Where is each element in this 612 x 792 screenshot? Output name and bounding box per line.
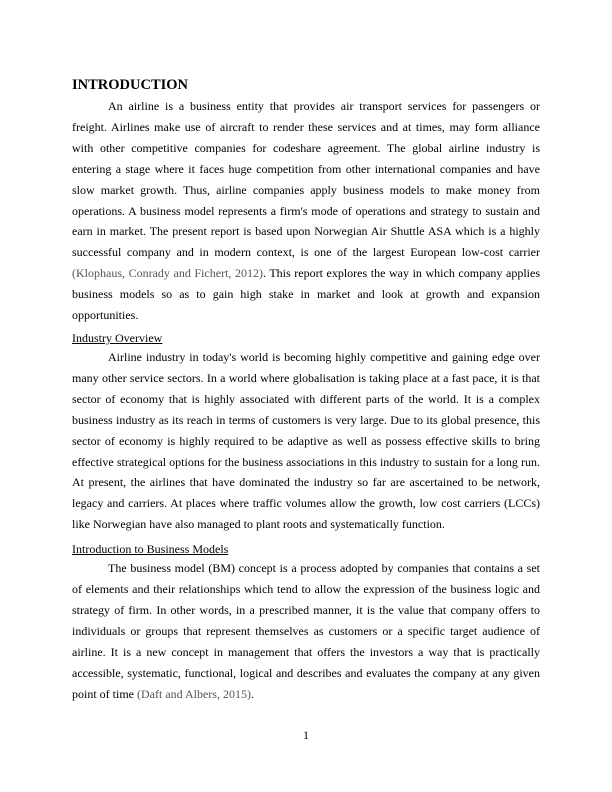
introduction-heading: INTRODUCTION (72, 77, 189, 93)
page-number: 1 (303, 728, 309, 742)
business-models-citation: (Daft and Albers, 2015) (137, 686, 251, 701)
industry-overview-paragraph: Airline industry in today's world is becoming highly competitive and gaining edge over many other service sectors. In a world where globalisation is taking place at a fast pace, it is that sector of economy that is highly associated with different parts of the world. It is a complex business industry as its reach in terms of customers is very large. Due to its global presence, this sector of economy is highly required to be adaptive as well as possess effective skills to bring effective strategical options for the business associations in this industry to sustain for a long run. At present, the airlines that have dominated the industry so far are ascertained to be network, legacy and carriers. At places where traffic volumes allow the growth, low cost carriers (LCCs) like Norwegian have also managed to plant roots and systematically function. (72, 349, 540, 532)
business-models-text: The business model (BM) concept is a process adopted by companies that contains a set of elements and their relationships which tend to allow the expression of the business logic and strategy of firm. In other words, in a prescribed manner, it is the value that company offers to individuals or groups that represent themselves as customers or a specific target audience of airline. It is a new concept in management that offers the investors a way that is practically accessible, systematic, functional, logical and describes and evaluates the company at any given point of time (72, 561, 540, 701)
introduction-text-end: . This report explores the way in which company applies business models so as to gain high stake in market and look at growth and expansion opportunities. (72, 266, 540, 323)
industry-overview-heading: Industry Overview (72, 330, 163, 345)
document-page (72, 76, 540, 704)
business-models-text-end: . (250, 686, 254, 701)
introduction-text: An airline is a business entity that provides air transport services for passengers or freight. Airlines make use of aircraft to render these services and at times, may form alliance with other competitive companies for codeshare agreement. The global airline industry is entering a stage where it faces huge competition from other international companies and have slow market growth. Thus, airline companies apply business models to make money from operations. A business model represents a firm's mode of operations and strategy to sustain and earn in market. The present report is based upon Norwegian Air Shuttle ASA which is a highly successful company and in modern context, is one of the largest European low-cost carrier (72, 99, 540, 260)
introduction-citation: (Klophaus, Conrady and Fichert, 2012) (72, 266, 263, 281)
introduction-paragraph (72, 96, 540, 326)
business-models-heading: Introduction to Business Models (72, 542, 229, 557)
business-models-paragraph (72, 558, 540, 704)
